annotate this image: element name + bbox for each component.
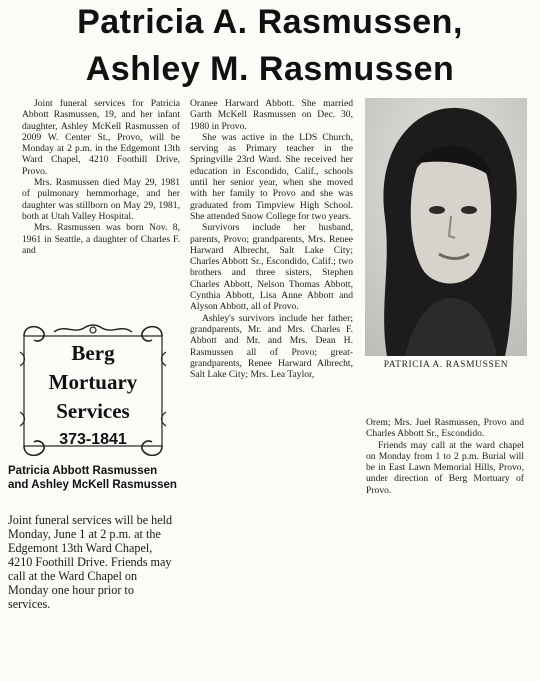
obituary-column-3 — [366, 417, 524, 496]
ad-line-mortuary: Mortuary — [48, 370, 138, 394]
ad-phone-number: 373-1841 — [59, 431, 127, 448]
obituary-column-1 — [22, 98, 180, 256]
paragraph: She was active in the LDS Church, serving as Primary teacher in the Springville 23rd Ward. She received her education in Escondido, Calif., schools until her senior year, when she moved with her family to Provo and she was graduated from Timpview High School. She attended Snow College for two years. — [190, 131, 353, 222]
ad-line-berg: Berg — [71, 341, 115, 365]
paragraph: Orem; Mrs. Juel Rasmussen, Provo and Charles Abbott Sr., Escondido. — [366, 417, 524, 440]
ad-line-services: Services — [56, 399, 130, 423]
paragraph: Oranee Harward Abbott. She married Garth McKell Rasmussen on Dec. 30, 1980 in Provo. — [190, 98, 353, 132]
paragraph: Joint funeral services for Patricia Abbott Rasmussen, 19, and her infant daughter, Ashley McKell Rasmussen of 2009 W. Center St., Provo, will be Monday at 2 p.m. in the Edgemont 13th Ward Chapel, 4210 Foothill Drive, Provo. — [22, 98, 180, 177]
paragraph: Ashley's survivors include her father; grandparents, Mr. and Mrs. Charles F. Abbott and Mr. and Mrs. Dean H. Rasmussen all of Provo; great-grandparents, Renee Harward Albrecht, Salt Lake City; Mrs. Lea Taylor, — [190, 312, 353, 381]
paragraph: Friends may call at the ward chapel on Monday from 1 to 2 p.m. Burial will be in East Lawn Memorial Hills, Provo, under direction of Berg Mortuary of Provo. — [366, 439, 524, 496]
funeral-notice-heading: Patricia Abbott Rasmussen and Ashley McKell Rasmussen — [8, 465, 177, 491]
headline-line-1: Patricia A. Rasmussen, — [77, 3, 463, 41]
funeral-notice-body: Joint funeral services will be held Monday, June 1 at 2 p.m. at the Edgemont 13th Ward Chapel, 4210 Foothill Drive. Friends may call at the Ward Chapel on Monday one hour prior to services. — [8, 513, 173, 611]
portrait-image — [365, 98, 527, 356]
portrait-photo — [365, 98, 527, 356]
photo-caption: PATRICIA A. RASMUSSEN — [383, 360, 509, 370]
paragraph: Mrs. Rasmussen was born Nov. 8, 1961 in Seattle, a daughter of Charles F. and — [22, 222, 180, 256]
mortuary-advertisement — [18, 322, 168, 460]
obituary-column-2 — [190, 98, 353, 380]
paragraph: Mrs. Rasmussen died May 29, 1981 of pulmonary hemmorhage, and her daughter was stillborn on May 29, 1981, both at Utah Valley Hospital. — [22, 177, 180, 222]
headline-line-2: Ashley M. Rasmussen — [85, 50, 455, 88]
paragraph: Survivors include her husband, parents, Provo; grandparents, Mrs. Renee Harward Albrecht, Salt Lake City; Charles Abbott Sr., Escondido, Calif.; two brothers and three sisters, Stephen Charles Abbott, Nelson Thomas Abbott, Cynthia Abbott, Lisa Anne Abbott and Alyson Abbott, all of Provo. — [190, 222, 353, 313]
